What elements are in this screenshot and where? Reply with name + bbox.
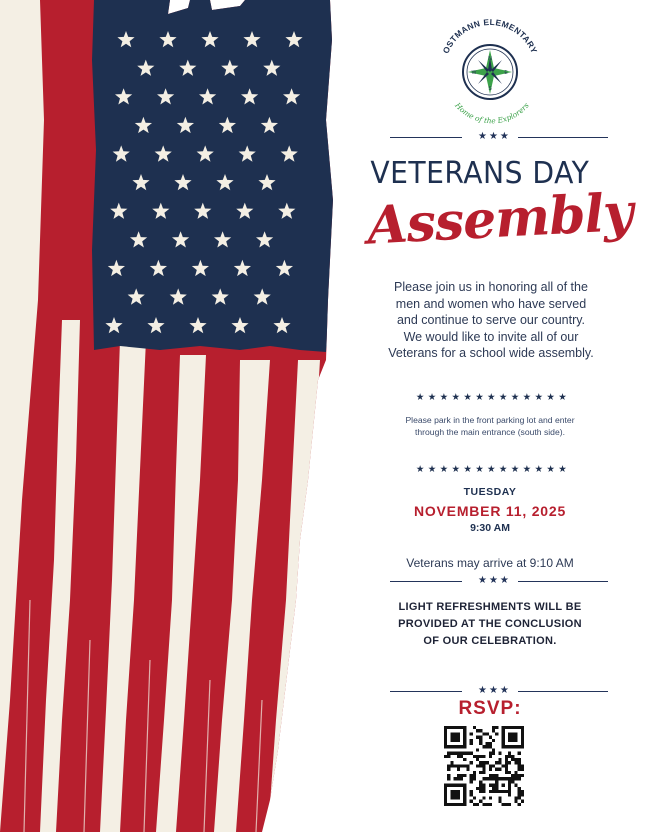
event-details-column — [360, 0, 640, 832]
compass-e: E — [504, 70, 508, 76]
mid-divider — [390, 575, 610, 589]
compass-s: S — [488, 86, 492, 92]
divider-stars: ★★★ — [478, 575, 511, 586]
event-day: TUESDAY — [463, 486, 517, 498]
top-divider — [390, 131, 610, 145]
compass-w: W — [471, 70, 477, 76]
page-title: VETERANS DAY — [370, 156, 590, 191]
refreshments-note: LIGHT REFRESHMENTS WILL BE PROVIDED AT THE CONCLUSION OF OUR CELEBRATION. — [398, 601, 582, 647]
intro-text: Please join us in honoring all of the men and women who have served and continue to serve our country. We would like to invite all of our Veterans for a school wide assembly. — [388, 280, 594, 360]
stars-divider-2: ★★★★★★★★★★★★★ — [415, 464, 571, 475]
rsvp-label: RSVP: — [458, 698, 522, 719]
arrival-note: Veterans may arrive at 9:10 AM — [406, 556, 574, 570]
divider-stars: ★★★ — [478, 685, 511, 696]
svg-text:Home of the Explorers — [453, 100, 531, 125]
stars-divider-1: ★★★★★★★★★★★★★ — [415, 392, 571, 403]
event-time: 9:30 AM — [470, 522, 510, 534]
qr-code-icon[interactable] — [444, 726, 524, 806]
parking-note: Please park in the front parking lot and enter through the main entrance (south side). — [405, 415, 575, 437]
divider-stars: ★★★ — [478, 131, 511, 142]
page-subtitle: Assembly — [365, 181, 634, 257]
compass-n: N — [488, 56, 492, 62]
logo-arc-text: OSTMANN ELEMENTARY — [440, 16, 540, 55]
bottom-divider — [390, 685, 610, 699]
school-logo — [433, 14, 547, 130]
logo-tagline: Home of the Explorers — [453, 100, 531, 126]
event-date: NOVEMBER 11, 2025 — [413, 503, 567, 519]
